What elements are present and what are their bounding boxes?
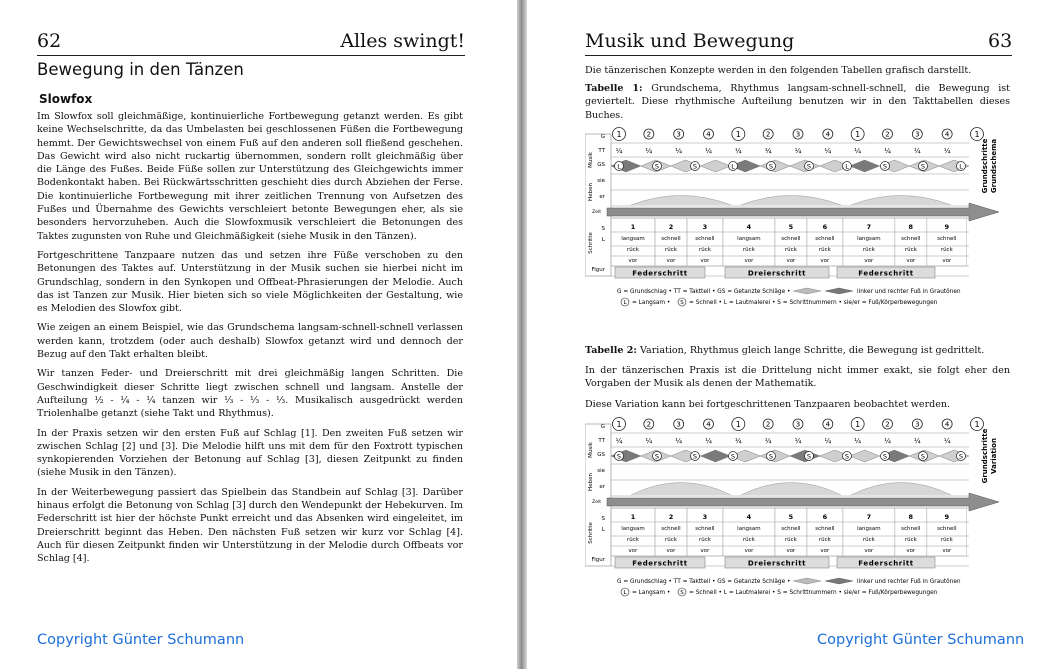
beat-number: 3 — [676, 130, 681, 139]
row-label: S — [601, 226, 605, 232]
step-tempo: langsam — [737, 236, 761, 242]
time-arrow — [607, 203, 999, 221]
figure-name: Dreierschritt — [747, 269, 807, 278]
intro-text: Die tänzerischen Konzepte werden in den folgenden Tabellen grafisch darstellt. — [585, 65, 972, 76]
gs-diamond — [850, 160, 880, 172]
gs-mark-letter: S — [692, 162, 698, 171]
step-sie: rück — [940, 247, 953, 253]
beat-number: 1 — [616, 420, 622, 429]
step-er: vor — [864, 548, 874, 554]
gs-mark-letter: S — [920, 162, 926, 171]
quarter-value: ¼ — [854, 147, 862, 155]
beat-number: 2 — [885, 420, 890, 429]
beat-number: 2 — [646, 130, 652, 139]
footer-copyright: Copyright Günter Schumann — [37, 632, 245, 648]
quarter-value: ¼ — [705, 437, 712, 445]
quarter-value: ¼ — [824, 437, 832, 445]
quarter-value: ¼ — [854, 437, 862, 445]
legend-line: G = Grundschlag • TT = Taktteil • GS = Getanzte Schläge • — [617, 579, 791, 585]
praxis-paragraph: In der tänzerischen Praxis ist die Drittelung nicht immer exakt, sie folgt eher den Vorgaben der Musik als denen der Mathematik. — [585, 365, 1010, 390]
heben-curve — [741, 483, 841, 496]
step-tempo: langsam — [621, 236, 645, 242]
row-label: GS — [597, 162, 605, 168]
row-label-musik: Musik — [588, 152, 594, 168]
step-number: 9 — [944, 513, 950, 521]
paragraph: In der Weiterbewegung passiert das Spielbein das Standbein auf Schlag [3]. Darüber hinaus erfolgt die Betonung von Schlag [3] durch den Wendepunkt der Hebekurven. Im Federschritt ist hier der höchste Punkt erreicht und das Absenken wird eingeleitet, im Dreierschritt beginnt das Heben. Den nächsten Fuß setzen wir kurz vor Schlag [4]. Auch für diesen Zeitpunkt finden wir Unterstützung in der Melodie durch Offbeats vor Schlag [4]. — [37, 486, 463, 565]
row-label: G — [600, 424, 605, 430]
gs-mark-letter: S — [616, 452, 622, 461]
gs-mark-letter: S — [844, 452, 850, 461]
step-number: 6 — [822, 513, 828, 521]
row-label: er — [599, 194, 605, 200]
step-er: vor — [906, 548, 916, 554]
beat-number: 1 — [855, 420, 861, 429]
footer-copyright: Copyright Günter Schumann — [817, 632, 1025, 648]
legend-swatch — [793, 288, 821, 294]
beat-number: 1 — [616, 130, 622, 139]
figure-name: Federschritt — [632, 269, 688, 278]
table1-caption — [585, 82, 1010, 122]
step-number: 6 — [822, 223, 828, 231]
quarter-value: ¼ — [884, 147, 891, 155]
legend-line: = Schnell • L = Lautmalerei • S = Schrittnummern • sie/er = Fuß/Körperbewegungen — [689, 590, 938, 596]
step-number: 2 — [668, 223, 674, 231]
step-tempo: schnell — [937, 526, 957, 532]
legend-letter: S — [680, 300, 684, 306]
figure-name: Federschritt — [858, 269, 914, 278]
diagram-variation — [585, 416, 1025, 602]
table1-caption-text: Grundschema, Rhythmus langsam-schnell-schnell, die Bewegung ist geviertelt. Diese rhythmische Aufteilung benutzen wir in den Takttabellen dieses Buches. — [585, 83, 1010, 121]
step-tempo: schnell — [781, 236, 801, 242]
step-number: 8 — [908, 223, 914, 231]
beat-number: 4 — [825, 130, 831, 139]
quarter-value: ¼ — [884, 437, 891, 445]
quarter-value: ¼ — [705, 147, 712, 155]
quarter-value: ¼ — [913, 437, 921, 445]
section-title: Bewegung in den Tänzen — [37, 60, 244, 79]
step-sie: rück — [742, 537, 755, 543]
variation-paragraph: Diese Variation kann bei fortgeschrittenen Tanzpaaren beobachtet werden. — [585, 399, 951, 410]
step-sie: rück — [784, 247, 797, 253]
gs-mark-letter: S — [654, 162, 660, 171]
quarter-value: ¼ — [734, 437, 742, 445]
step-number: 5 — [788, 223, 794, 231]
body-text — [37, 110, 463, 572]
table2-caption — [585, 344, 1010, 357]
quarter-value: ¼ — [764, 437, 772, 445]
legend-line: = Langsam • — [632, 300, 671, 306]
step-er: vor — [786, 548, 796, 554]
beat-number: 3 — [795, 130, 801, 139]
quarter-value: ¼ — [824, 147, 832, 155]
row-label: Figur — [591, 557, 605, 563]
legend-swatch — [825, 288, 853, 294]
beat-number: 2 — [885, 130, 890, 139]
beat-number: 4 — [944, 420, 950, 429]
page-number: 63 — [988, 30, 1013, 52]
step-number: 7 — [866, 513, 872, 521]
diagram-grundschema — [585, 126, 1025, 312]
step-tempo: schnell — [695, 526, 715, 532]
gs-mark-letter: S — [882, 452, 888, 461]
heben-curve — [851, 483, 951, 496]
beat-number: 1 — [974, 130, 980, 139]
step-sie: rück — [627, 247, 639, 253]
side-title: Grundschritte — [981, 138, 989, 194]
side-title: Grundschema — [990, 138, 998, 194]
beat-number: 3 — [915, 130, 920, 139]
step-er: vor — [666, 258, 676, 264]
paragraph: In der Praxis setzen wir den ersten Fuß auf Schlag [1]. Den zweiten Fuß setzen wir zwischen Schlag [2] und [3]. Die Melodie hilft uns mit dem für den Foxtrott typischen synkopierenden Vorziehen der Betonung auf Schlag [3], diesen Zeitpunkt zu finden (siehe Musik in den Tänzen). — [37, 427, 463, 479]
running-title: Alles swingt! — [340, 30, 465, 52]
step-tempo: langsam — [857, 236, 881, 242]
quarter-value: ¼ — [794, 147, 802, 155]
step-er: vor — [820, 548, 830, 554]
row-label: er — [599, 484, 605, 490]
row-label: sie — [597, 178, 605, 184]
step-number: 4 — [746, 513, 752, 521]
step-sie: rück — [818, 247, 831, 253]
beat-number: 2 — [646, 420, 652, 429]
header-rule — [585, 55, 1012, 56]
row-label-zeit: Zeit — [592, 210, 601, 215]
step-tempo: schnell — [661, 526, 681, 532]
gs-mark-letter: S — [806, 452, 812, 461]
gs-mark-letter: S — [692, 452, 698, 461]
quarter-value: ¼ — [943, 437, 951, 445]
legend-letter: L — [623, 300, 627, 306]
step-er: vor — [942, 548, 952, 554]
side-title: Grundschritte — [981, 428, 989, 484]
beat-number: 1 — [855, 130, 861, 139]
legend-letter: L — [623, 590, 627, 596]
row-label-zeit: Zeit — [592, 500, 601, 505]
step-sie: rück — [904, 247, 917, 253]
beat-number: 1 — [735, 130, 741, 139]
figure-name: Federschritt — [632, 559, 688, 568]
beat-number: 3 — [795, 420, 801, 429]
step-er: vor — [942, 258, 952, 264]
step-er: vor — [864, 258, 874, 264]
gs-mark-letter: S — [806, 162, 812, 171]
legend-swatch — [793, 578, 821, 584]
step-sie: rück — [862, 537, 875, 543]
step-sie: rück — [940, 537, 953, 543]
time-arrow — [607, 493, 999, 511]
paragraph: Wir tanzen Feder- und Dreierschritt mit drei gleichmäßig langen Schritten. Die Geschwindigkeit dieser Schritte liegt zwischen schnell und langsam. Anstelle der Aufteilung ½ - ¼ - ¼ tanzen wir ⅓ - ⅓ - ⅓. Musikalisch ausgedrückt werden Triolenhalbe getanzt (siehe Takt und Rhythmus). — [37, 368, 463, 420]
step-er: vor — [700, 548, 710, 554]
header-rule — [37, 55, 465, 56]
table2-caption-text: Variation, Rhythmus gleich lange Schritte, die Bewegung ist gedrittelt. — [636, 345, 985, 356]
step-tempo: schnell — [815, 236, 835, 242]
quarter-value: ¼ — [943, 147, 951, 155]
step-number: 3 — [702, 513, 708, 521]
step-sie: rück — [627, 537, 639, 543]
beat-number: 3 — [676, 420, 681, 429]
gs-mark-letter: S — [768, 162, 774, 171]
row-label-heben: Heben — [588, 473, 594, 491]
gs-diamond — [850, 450, 880, 462]
legend-line: G = Grundschlag • TT = Taktteil • GS = Getanzte Schläge • — [617, 289, 791, 295]
step-sie: rück — [664, 537, 677, 543]
beat-number: 1 — [974, 420, 980, 429]
step-number: 9 — [944, 223, 950, 231]
heben-curve — [851, 196, 951, 206]
step-number: 2 — [668, 513, 674, 521]
step-sie: rück — [664, 247, 677, 253]
legend-swatch — [825, 578, 853, 584]
row-label: GS — [597, 452, 605, 458]
gs-mark-letter: S — [882, 162, 888, 171]
row-label-musik: Musik — [588, 442, 594, 458]
row-label: TT — [598, 148, 605, 154]
legend-letter: S — [680, 590, 684, 596]
heben-curve — [631, 483, 731, 496]
row-label: TT — [598, 438, 605, 444]
step-number: 3 — [702, 223, 708, 231]
step-sie: rück — [698, 247, 711, 253]
running-title: Musik und Bewegung — [585, 30, 795, 52]
step-sie: rück — [818, 537, 831, 543]
left-page — [0, 0, 517, 669]
step-er: vor — [744, 548, 754, 554]
gs-mark-letter: L — [617, 162, 621, 171]
beat-number: 2 — [765, 420, 771, 429]
quarter-value: ¼ — [794, 437, 802, 445]
gs-diamond — [701, 450, 731, 462]
heben-curve — [631, 196, 731, 206]
step-tempo: schnell — [815, 526, 835, 532]
figure-name: Dreierschritt — [747, 559, 807, 568]
gs-mark-letter: S — [768, 452, 774, 461]
gs-mark-letter: S — [958, 452, 964, 461]
quarter-value: ¼ — [675, 437, 683, 445]
row-label: Figur — [591, 267, 605, 273]
step-tempo: schnell — [901, 236, 921, 242]
table1-label: Tabelle 1: — [585, 83, 643, 94]
step-tempo: langsam — [621, 526, 645, 532]
step-er: vor — [700, 258, 710, 264]
step-er: vor — [628, 548, 638, 554]
beat-number: 4 — [825, 420, 831, 429]
side-title: Variation — [990, 438, 998, 474]
quarter-value: ¼ — [913, 147, 921, 155]
row-label: L — [601, 527, 605, 533]
step-er: vor — [820, 258, 830, 264]
step-number: 1 — [630, 223, 636, 231]
step-tempo: langsam — [857, 526, 881, 532]
legend-line: = Schnell • L = Lautmalerei • S = Schrittnummern • sie/er = Fuß/Körperbewegungen — [689, 300, 938, 306]
paragraph: Im Slowfox soll gleichmäßige, kontinuierliche Fortbewegung getanzt werden. Es gibt keine Wechselschritte, da das Umbelasten bei geschlossenen Füßen die Fortbewegung hemmt. Der Gewichtswechsel von einem Fuß auf den anderen soll fließend geschehen. Das Gewicht wird also nicht ruckartig übernommen, sondern rollt gleichmäßig über die Länge des Fußes. Beide Füße sollen zur Unterstützung des Gleichgewichts immer Bodenkontakt haben. Bei Rückwärtsschritten geschieht dies durch Abziehen der Ferse. Die kontinuierliche Fortbewegung mit ihrer zeitlichen Trennung von Aufsetzen des Fußes und Übernahme des Gewichts verschleiert betonte Bewegungen eher, als sie besonders hervorzuheben. Auch die Slowfoxmusik verschleiert die Betonungen des Taktes zugunsten von Ruhe und Gleichmäßigkeit (siehe Musik in den Tänzen). — [37, 111, 463, 242]
legend-line: = Langsam • — [632, 590, 671, 596]
subsection-title: Slowfox — [39, 92, 93, 106]
step-sie: rück — [784, 537, 797, 543]
quarter-value: ¼ — [615, 147, 623, 155]
gs-mark-letter: L — [731, 162, 735, 171]
step-tempo: schnell — [901, 526, 921, 532]
figure-name: Federschritt — [858, 559, 914, 568]
beat-number: 4 — [706, 420, 711, 429]
step-tempo: schnell — [781, 526, 801, 532]
step-number: 4 — [746, 223, 752, 231]
step-tempo: schnell — [661, 236, 681, 242]
beat-number: 1 — [735, 420, 741, 429]
beat-number: 4 — [706, 130, 711, 139]
gs-diamond — [701, 160, 731, 172]
step-number: 8 — [908, 513, 914, 521]
quarter-value: ¼ — [615, 437, 623, 445]
step-er: vor — [906, 258, 916, 264]
quarter-value: ¼ — [645, 437, 653, 445]
row-label-schritte: Schritte — [588, 522, 594, 544]
step-sie: rück — [904, 537, 917, 543]
beat-number: 3 — [915, 420, 920, 429]
quarter-value: ¼ — [675, 147, 683, 155]
quarter-value: ¼ — [645, 147, 653, 155]
step-sie: rück — [862, 247, 875, 253]
row-label: L — [601, 237, 605, 243]
row-label: G — [600, 134, 605, 140]
step-er: vor — [628, 258, 638, 264]
step-er: vor — [666, 548, 676, 554]
row-label: S — [601, 516, 605, 522]
step-sie: rück — [742, 247, 755, 253]
step-tempo: langsam — [737, 526, 761, 532]
beat-number: 4 — [944, 130, 950, 139]
gs-mark-letter: S — [730, 452, 736, 461]
gs-mark-letter: L — [959, 162, 963, 171]
step-tempo: schnell — [937, 236, 957, 242]
gs-mark-letter: L — [845, 162, 849, 171]
step-number: 7 — [866, 223, 872, 231]
legend-line: linker und rechter Fuß in Grautönen — [857, 579, 961, 585]
quarter-value: ¼ — [764, 147, 772, 155]
step-er: vor — [744, 258, 754, 264]
heben-curve — [741, 196, 841, 206]
table2-label: Tabelle 2: — [585, 345, 637, 356]
gs-mark-letter: S — [654, 452, 660, 461]
paragraph: Fortgeschrittene Tanzpaare nutzen das und setzen ihre Füße verschoben zu den Betonungen des Taktes auf. Unterstützung in der Musik suchen sie hierbei nicht im Grundschlag, sondern in den Synkopen und Offbeat-Phrasierungen der Melodie. Auch das ist Tanzen zur Musik. Hier bieten sich so viele Möglichkeiten der Gestaltung, wie es Melodien des Slowfox gibt. — [37, 249, 463, 315]
gs-mark-letter: S — [920, 452, 926, 461]
book-gutter — [517, 0, 527, 669]
page-number: 62 — [37, 30, 62, 52]
step-number: 5 — [788, 513, 794, 521]
step-sie: rück — [698, 537, 711, 543]
paragraph: Wie zeigen an einem Beispiel, wie das Grundschema langsam-schnell-schnell verlassen werden kann, trotzdem (oder auch deshalb) Slowfox getanzt wird und dennoch der Bezug auf den Takt erhalten bleibt. — [37, 322, 463, 361]
row-label: sie — [597, 468, 605, 474]
row-label-schritte: Schritte — [588, 232, 594, 254]
row-label-heben: Heben — [588, 183, 594, 201]
legend-line: linker und rechter Fuß in Grautönen — [857, 289, 961, 295]
beat-number: 2 — [765, 130, 771, 139]
quarter-value: ¼ — [734, 147, 742, 155]
step-tempo: schnell — [695, 236, 715, 242]
step-er: vor — [786, 258, 796, 264]
step-number: 1 — [630, 513, 636, 521]
